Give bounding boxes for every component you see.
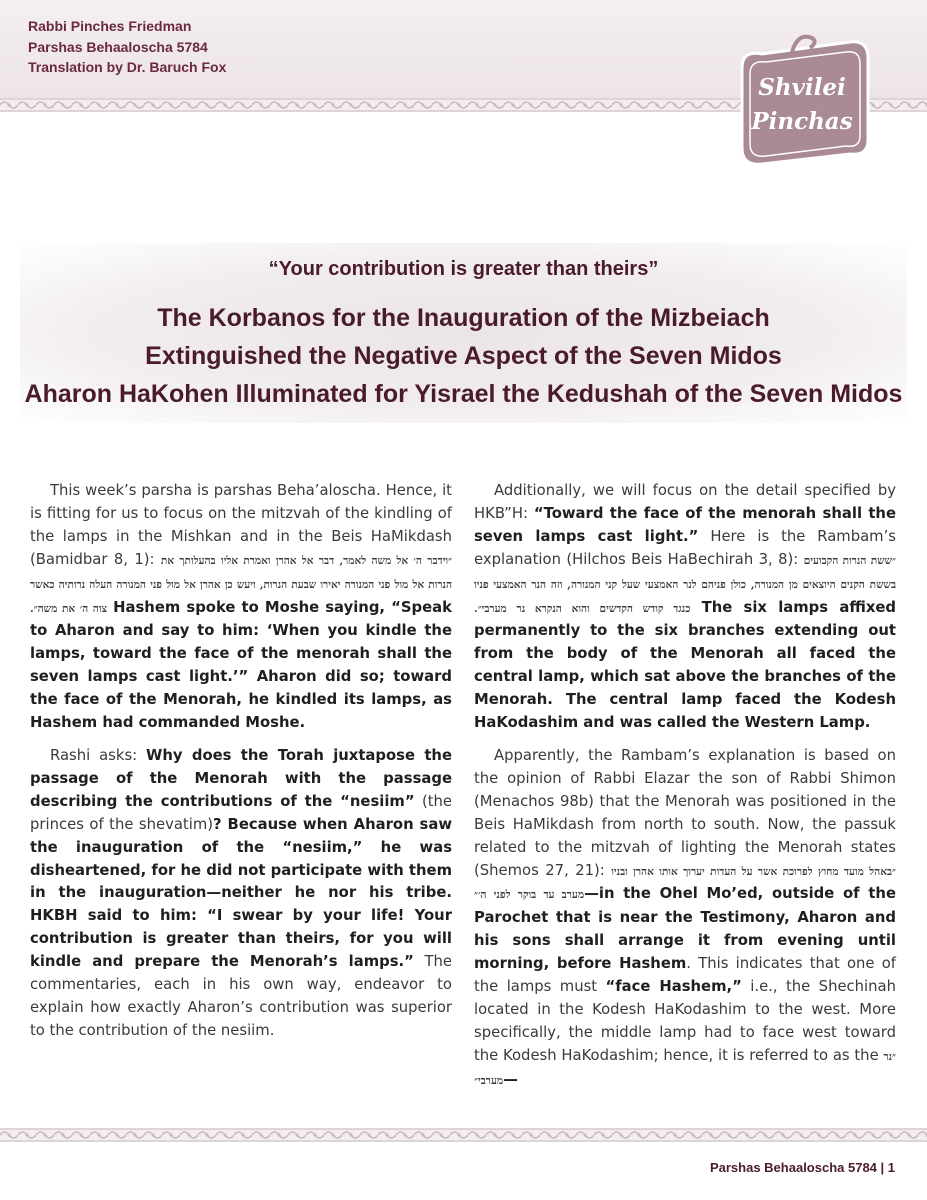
left-paragraph-1 — [30, 480, 452, 735]
hebrew-quote: ״נר מערבי״ — [474, 1050, 896, 1087]
text-run: — — [503, 1070, 518, 1088]
translator-credit: Translation by Dr. Baruch Fox — [28, 59, 227, 75]
bold-text: Why does the Torah juxtapose the passage of the Menorah with the passage describing the contributions of the “nesiim” — [30, 746, 452, 810]
text-run: This week’s parsha is parshas Beha’aloscha. Hence, it is fitting for us to focus on the mitzvah of the kindling of the lamps in the Mishkan and in the Beis HaMikdash (Bamidbar 8, 1): — [30, 482, 452, 568]
logo-line-2: Pinchas — [751, 108, 853, 135]
right-paragraph-2 — [474, 745, 896, 1093]
right-column — [474, 480, 896, 1103]
title-line-1: The Korbanos for the Inauguration of the Mizbeiach — [157, 304, 770, 332]
bold-translation: —in the Ohel Mo’ed, outside of the Parochet that is near the Testimony, Aharon and his sons shall arrange it from evening until morning, before Hashem — [474, 885, 896, 973]
hebrew-quote: ״וידבר ה׳ אל משה לאמר, דבר אל אהרן ואמרת אליו בהעלותך את הנרות אל מול פני המנורה יאירו שבעת הנרות, ויעש כן אהרן אל מול פני המנורה העלה נרותיה כאשר צוה ה׳ את משה״. — [30, 554, 453, 615]
text-run: . This indicates that one of the lamps must — [474, 955, 896, 996]
page-footer: Parshas Behaaloscha 5784 | 1 — [709, 1160, 895, 1175]
text-run: The commentaries, each in his own way, endeavor to explain how exactly Aharon’s contribution was superior to the contribution of the nesiim. — [30, 953, 452, 1039]
bold-text: “Toward the face of the menorah shall the seven lamps cast light.” — [474, 504, 896, 545]
hebrew-quote: ״ששת הנרות הקבועים בששת הקנים היוצאים מן המנורה, כולן פניהם לנר האמצעי שעל קני המנורה, וזה הנר האמצעי פניו כנגד קודש הקדשים והוא הנקרא נר מערבי״. — [474, 554, 896, 615]
text-run: Apparently, the Rambam’s explanation is based on the opinion of Rabbi Elazar the son of Rabbi Shimon (Menachos 98b) that the Menorah was positioned in the Beis HaMikdash from north to south. Now, the passuk related to the mitzvah of lighting the Menorah states (Shemos 27, 21): — [474, 746, 896, 879]
title-line-3: Aharon HaKohen Illuminated for Yisrael the Kedushah of the Seven Midos — [24, 380, 903, 408]
bold-text: ? Because when Aharon saw the inauguration of the “nesiim,” he was disheartened, for he did not participate with them in the inauguration—neither he nor his tribe. HKBH said to him: “I swear by your life! Your contribution is greater than theirs, for you will kindle and prepare the Menorah’s lamps.” — [30, 815, 452, 971]
left-paragraph-2 — [30, 745, 452, 1043]
logo-line-1: Shvilei — [758, 74, 846, 101]
bold-translation: The six lamps affixed permanently to the six branches extending out from the body of the Menorah all faced the central lamp, which sat above the branches of the Menorah. The central lamp faced the Kodesh HaKodashim and was called the Western Lamp. — [474, 598, 896, 732]
parsha-name: Parshas Behaaloscha 5784 — [28, 38, 208, 55]
left-column — [30, 480, 452, 1053]
bold-text: “face Hashem,” — [605, 978, 742, 996]
title-line-2: Extinguished the Negative Aspect of the Seven Midos — [145, 342, 782, 370]
bold-translation: Hashem spoke to Moshe saying, “Speak to Aharon and say to him: ‘When you kindle the lamps, toward the face of the menorah shall the seven lamps cast light.’” Aharon did so; toward the face of the Menorah, he kindled its lamps, as Hashem had commanded Moshe. — [30, 598, 452, 732]
shvilei-pinchas-logo — [722, 28, 882, 178]
text-run: (the princes of the shevatim) — [30, 792, 452, 833]
text-run: Rashi asks: — [50, 746, 147, 764]
right-paragraph-1 — [474, 480, 896, 735]
hebrew-quote: ״באהל מועד מחוץ לפרוכת אשר על העדות יערוך אותו אהרן ובניו מערב עד בוקר לפני ה׳״ — [474, 865, 896, 902]
text-run: i.e., the Shechinah located in the Kodesh HaKodashim to the west. More specifically, the middle lamp had to face west toward the Kodesh HaKodashim; hence, it is referred to as the — [474, 978, 896, 1064]
header-meta — [28, 16, 226, 78]
article-subtitle: “Your contribution is greater than theirs” — [268, 258, 659, 280]
author-name: Rabbi Pinches Friedman — [28, 18, 192, 34]
text-run: Here is the Rambam’s explanation (Hilchos Beis HaBechirah 3, 8): — [474, 527, 897, 568]
bottom-ornament-border — [0, 1128, 927, 1142]
text-run: Additionally, we will focus on the detail specified by HKB”H: — [474, 482, 896, 522]
